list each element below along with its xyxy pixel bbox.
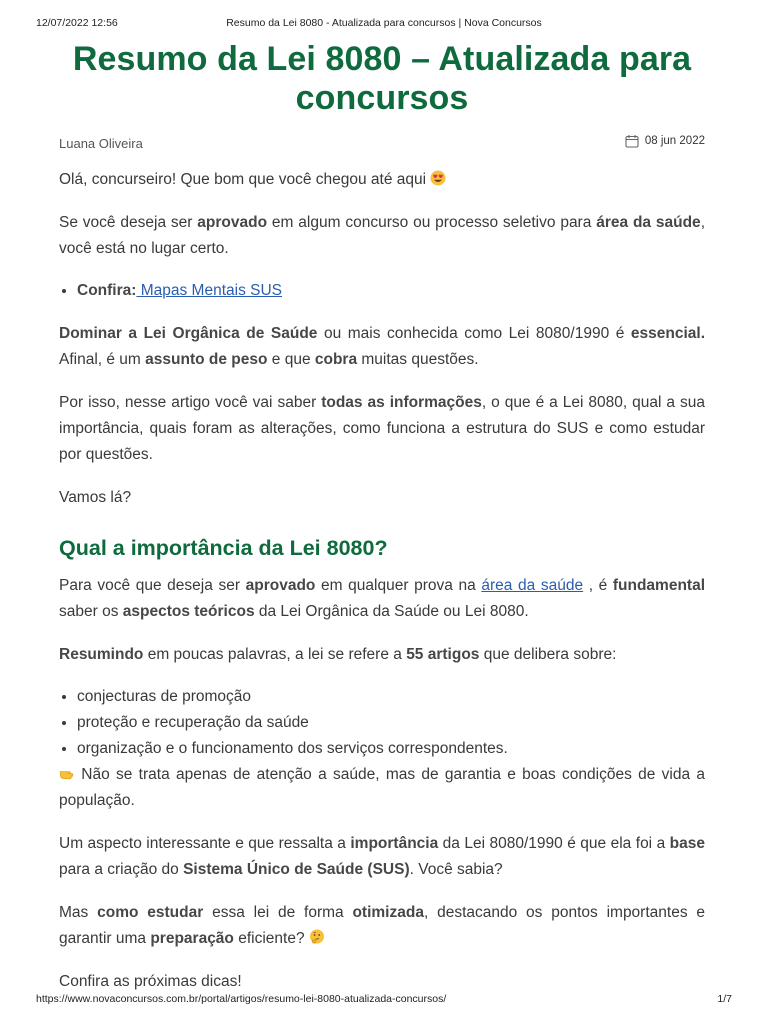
list-item	[77, 278, 705, 304]
publish-date	[625, 134, 705, 148]
paragraph-vamos-la: Vamos lá?	[59, 489, 132, 506]
print-header	[36, 17, 732, 31]
author-name[interactable]: Luana Oliveira	[59, 136, 143, 151]
print-url: https://www.novaconcursos.com.br/portal/artigos/resumo-lei-8080-atualizada-concursos/	[36, 993, 447, 1005]
publish-date-text: 08 jun 2022	[644, 135, 705, 147]
list-item: • conjecturas de promoção	[77, 684, 705, 710]
print-page-title: Resumo da Lei 8080 - Atualizada para concursos | Nova Concursos	[226, 17, 542, 29]
confira-list	[59, 278, 705, 304]
pointing-hand-emoji-icon	[59, 765, 75, 781]
heart-eyes-emoji-icon	[430, 170, 446, 186]
article	[59, 40, 705, 995]
print-datetime: 12/07/2022 12:56	[36, 17, 118, 29]
paragraph-intro: Se você deseja ser aprovado em algum concurso ou processo seletivo para área da saúde, você está no lugar certo.	[59, 214, 705, 257]
paragraph-como-estudar: Mas como estudar essa lei de forma otimizada, destacando os pontos importantes e garantir uma preparação eficiente?	[59, 904, 706, 947]
list-item: • organização e o funcionamento dos serviços correspondentes.	[77, 736, 705, 762]
paragraph-para-voce: Para você que deseja ser aprovado em qualquer prova na área da saúde , é fundamental saber os aspectos teóricos da Lei Orgânica da Saúde ou Lei 8080.	[59, 577, 706, 620]
paragraph-aspecto: Um aspecto interessante e que ressalta a importância da Lei 8080/1990 é que ela foi a base para a criação do Sistema Único de Saúde (SUS). Você sabia?	[59, 835, 705, 878]
list-item: • proteção e recuperação da saúde	[77, 710, 705, 736]
section-heading-importancia: Qual a importância da Lei 8080?	[59, 536, 388, 560]
paragraph-dominar: Dominar a Lei Orgânica de Saúde ou mais conhecida como Lei 8080/1990 é essencial. Afinal, é um assunto de peso e que cobra muitas questões.	[59, 325, 706, 368]
calendar-icon	[625, 134, 639, 148]
paragraph-nao-se-trata: Não se trata apenas de atenção a saúde, mas de garantia e boas condições de vida a população.	[59, 766, 705, 809]
paragraph-resumindo: Resumindo em poucas palavras, a lei se refere a 55 artigos que delibera sobre:	[59, 646, 617, 663]
topics-list	[59, 684, 705, 762]
paragraph-confira-dicas: Confira as próximas dicas!	[59, 973, 242, 990]
article-title: Resumo da Lei 8080 – Atualizada para concursos	[72, 40, 692, 117]
paragraph-por-isso: Por isso, nesse artigo você vai saber todas as informações, o que é a Lei 8080, qual a sua importância, quais foram as alterações, como funciona a estrutura do SUS e como estudar por questões.	[59, 394, 705, 463]
confira-label: Confira:	[77, 282, 137, 299]
mapas-mentais-link[interactable]: Mapas Mentais SUS	[136, 282, 283, 299]
area-da-saude-link[interactable]: área da saúde	[481, 577, 584, 594]
thinking-face-emoji-icon	[309, 929, 325, 945]
print-page-number: 1/7	[717, 993, 732, 1005]
paragraph-greeting: Olá, concurseiro! Que bom que você chegou até aqui	[59, 167, 705, 193]
print-footer	[36, 993, 732, 1007]
article-meta	[59, 134, 705, 154]
